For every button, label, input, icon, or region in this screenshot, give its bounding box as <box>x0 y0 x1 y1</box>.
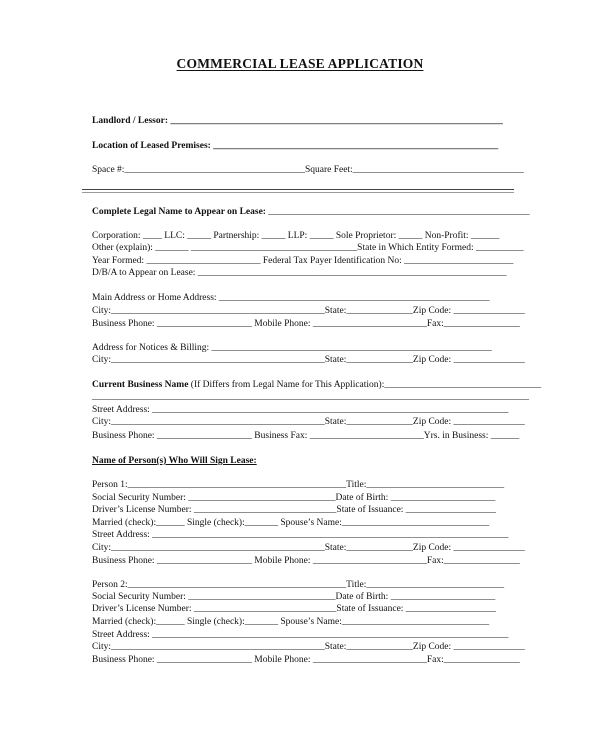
current-street-field: Street Address: ___________________________________________________________________________ <box>92 405 509 415</box>
legal-name-label: Complete Legal Name to Appear on Lease: <box>92 207 269 217</box>
person1-city-field: City:_____________________________________________State:______________Zip Code: _______________ <box>92 543 525 553</box>
person1-marital-field: Married (check):______ Single (check):_______ Spouse’s Name:_______________________________ <box>92 518 490 528</box>
person1-phone-field: Business Phone: ____________________ Mobile Phone: ________________________Fax:________________ <box>92 556 520 566</box>
person2-license-field: Driver’s License Number: ______________________________State of Issuance: ___________________ <box>92 604 497 614</box>
landlord-field: Landlord / Lessor: ______________________________________________________________________ <box>92 116 503 126</box>
section-divider <box>82 189 514 193</box>
current-phone-field: Business Phone: ____________________ Business Fax: ________________________Yrs. in Business: ______ <box>92 431 520 441</box>
leased-premises-location-field: Location of Leased Premises: ____________________________________________________________ <box>92 141 499 151</box>
current-city-field: City:_____________________________________________State:______________Zip Code: _______________ <box>92 417 525 427</box>
person2-street-field: Street Address: ___________________________________________________________________________ <box>92 630 509 640</box>
person1-name-field: Person 1:______________________________________________Title:_____________________________ <box>92 480 505 490</box>
entity-type-field: Corporation: ____ LLC: _____ Partnership: _____ LLP: _____ Sole Proprietor: _____ Non-Profit: ______ <box>92 231 500 241</box>
main-city-field: City:_____________________________________________State:______________Zip Code: _______________ <box>92 306 525 316</box>
current-business-blank-line: ____________________________________________________________________________________________ <box>92 392 529 402</box>
current-business-label: Current Business Name <box>92 380 189 390</box>
notices-city-field: City:_____________________________________________State:______________Zip Code: _______________ <box>92 355 525 365</box>
person1-ssn-field: Social Security Number: _______________________________Date of Birth: ______________________ <box>92 493 496 503</box>
person1-street-field: Street Address: ___________________________________________________________________________ <box>92 530 509 540</box>
person2-ssn-field: Social Security Number: _______________________________Date of Birth: ______________________ <box>92 592 496 602</box>
person2-city-field: City:_____________________________________________State:______________Zip Code: _______________ <box>92 642 525 652</box>
person1-license-field: Driver’s License Number: ______________________________State of Issuance: ___________________ <box>92 505 497 515</box>
person2-marital-field: Married (check):______ Single (check):_______ Spouse’s Name:_______________________________ <box>92 617 490 627</box>
persons-section-header: Name of Person(s) Who Will Sign Lease: <box>92 456 257 466</box>
notices-address-field: Address for Notices & Billing: ___________________________________________________________ <box>92 343 492 353</box>
legal-name-blank: _______________________________________________________ <box>268 207 530 217</box>
legal-name-field <box>92 206 530 218</box>
page-title: COMMERCIAL LEASE APPLICATION <box>176 56 424 71</box>
main-address-field: Main Address or Home Address: _________________________________________________________ <box>92 293 490 303</box>
current-business-note: (If Differs from Legal Name for This Application):_________________________________ <box>188 380 542 390</box>
business-phone-field: Business Phone: ____________________ Mobile Phone: ________________________Fax:________________ <box>92 319 520 329</box>
person2-phone-field: Business Phone: ____________________ Mobile Phone: ________________________Fax:________________ <box>92 655 520 665</box>
person2-name-field: Person 2:______________________________________________Title:_____________________________ <box>92 580 505 590</box>
current-business-name-field <box>92 379 542 391</box>
dba-field: D/B/A to Appear on Lease: _________________________________________________________________ <box>92 268 507 278</box>
other-entity-field: Other (explain): _______ ___________________________________State in Which Entity Formed: __________ <box>92 243 524 253</box>
space-square-feet-field: Space #:______________________________________Square Feet:____________________________________ <box>92 165 524 175</box>
year-formed-field: Year Formed: ________________________ Federal Tax Payer Identification No: _______________________ <box>92 256 514 266</box>
